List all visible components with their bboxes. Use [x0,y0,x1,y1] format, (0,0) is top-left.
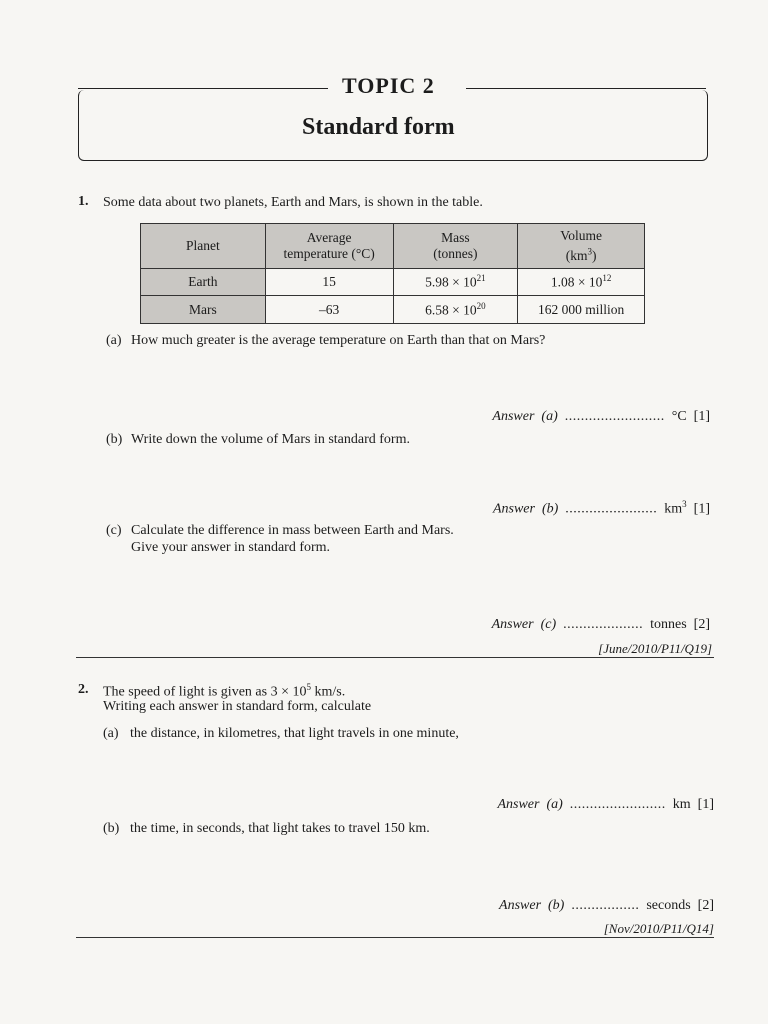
answer-part: (a) [546,797,563,812]
answer-label: Answer [497,797,540,812]
cell-volume [518,269,645,296]
mass-base: 6.58 × 10 [425,302,477,318]
answer-unit: °C [671,409,687,424]
table-row [141,269,645,296]
answer-unit: seconds [646,898,691,913]
planet-data-table [140,223,645,324]
part-label: (b) [106,432,123,447]
header-mass-line2: (tonnes) [433,246,478,261]
answer-line-1c [492,617,710,633]
answer-line-1a [492,409,710,425]
page-title: Standard form [302,114,455,140]
part-text: Write down the volume of Mars in standard form. [131,432,410,447]
part-label: (b) [103,821,120,836]
answer-blank[interactable]: .................... [563,617,644,632]
marks: [1] [697,797,714,812]
part-text: Calculate the difference in mass between Earth and Mars. [131,523,454,538]
question-divider [76,937,714,938]
answer-unit: km [664,501,683,517]
part-label: (a) [103,726,119,741]
answer-label: Answer [492,409,535,424]
answer-line-2b [499,898,714,914]
question-number: 2. [78,682,89,697]
marks: [2] [697,898,714,913]
answer-blank[interactable]: ........................ [569,797,666,812]
question-intro: Some data about two planets, Earth and Mars, is shown in the table. [103,195,483,210]
header-temperature [265,224,393,269]
answer-part: (c) [540,617,557,632]
answer-part: (b) [548,898,565,913]
topic-label: TOPIC 2 [342,73,435,98]
header-planet: Planet [141,224,266,269]
header-rule-left [78,88,328,89]
cell-mass [393,269,518,296]
answer-part: (b) [541,501,559,517]
answer-unit: km [672,797,691,812]
cell-temp: 15 [265,269,393,296]
header-volume [518,224,645,269]
answer-unit-exp: 3 [682,499,687,509]
header-temp-line1: Average [306,230,352,245]
volume-exp: 12 [602,273,612,284]
question-reference: [June/2010/P11/Q19] [598,641,712,656]
part-label: (c) [106,523,122,538]
answer-unit: tonnes [650,617,687,632]
answer-part: (a) [541,409,558,424]
answer-blank[interactable]: ......................... [564,409,665,424]
table-row [141,296,645,324]
table-header-row [141,224,645,269]
part-text: How much greater is the average temperature on Earth than that on Mars? [131,333,546,348]
volume-base: 1.08 × 10 [550,274,603,290]
marks: [2] [693,617,710,632]
header-rule-right [466,88,706,89]
cell-temp: –63 [265,296,393,324]
answer-blank[interactable]: ....................... [565,501,658,517]
question-reference: [Nov/2010/P11/Q14] [603,921,714,936]
answer-label: Answer [499,898,542,913]
cell-planet: Mars [141,296,266,324]
mass-exp: 21 [476,273,486,284]
cell-mass [393,296,518,324]
part-label: (a) [106,333,122,348]
question-intro [103,682,345,701]
question-divider [76,657,714,658]
cell-planet: Earth [141,269,266,296]
part-text: the distance, in kilometres, that light travels in one minute, [130,726,459,741]
question-number: 1. [78,194,89,209]
header-volume-exp: 3 [587,246,592,257]
header-volume-line1: Volume [560,227,602,243]
part-text: the time, in seconds, that light takes to travel 150 km. [130,821,430,836]
marks: [1] [693,501,710,517]
answer-label: Answer [491,617,534,632]
marks: [1] [693,409,710,424]
cell-volume: 162 000 million [518,296,645,324]
header-volume-line2 [566,248,597,263]
part-text-2: Give your answer in standard form. [131,540,331,555]
mass-exp: 20 [476,300,486,311]
header-mass [393,224,518,269]
answer-line-1b [493,499,710,518]
header-mass-line1: Mass [441,230,470,245]
header-volume-close: ) [591,248,597,264]
header-temp-line2: temperature (°C) [283,246,375,261]
question-intro-2: Writing each answer in standard form, calculate [103,699,372,714]
answer-line-2a [497,797,714,813]
answer-blank[interactable]: ................. [571,898,640,913]
header-volume-unit: (km [565,248,588,264]
answer-label: Answer [492,501,535,517]
mass-base: 5.98 × 10 [425,274,477,290]
intro-base: The speed of light is given as 3 × 10 [103,684,307,700]
intro-tail: km/s. [310,684,346,700]
intro-exp: 5 [306,682,311,692]
